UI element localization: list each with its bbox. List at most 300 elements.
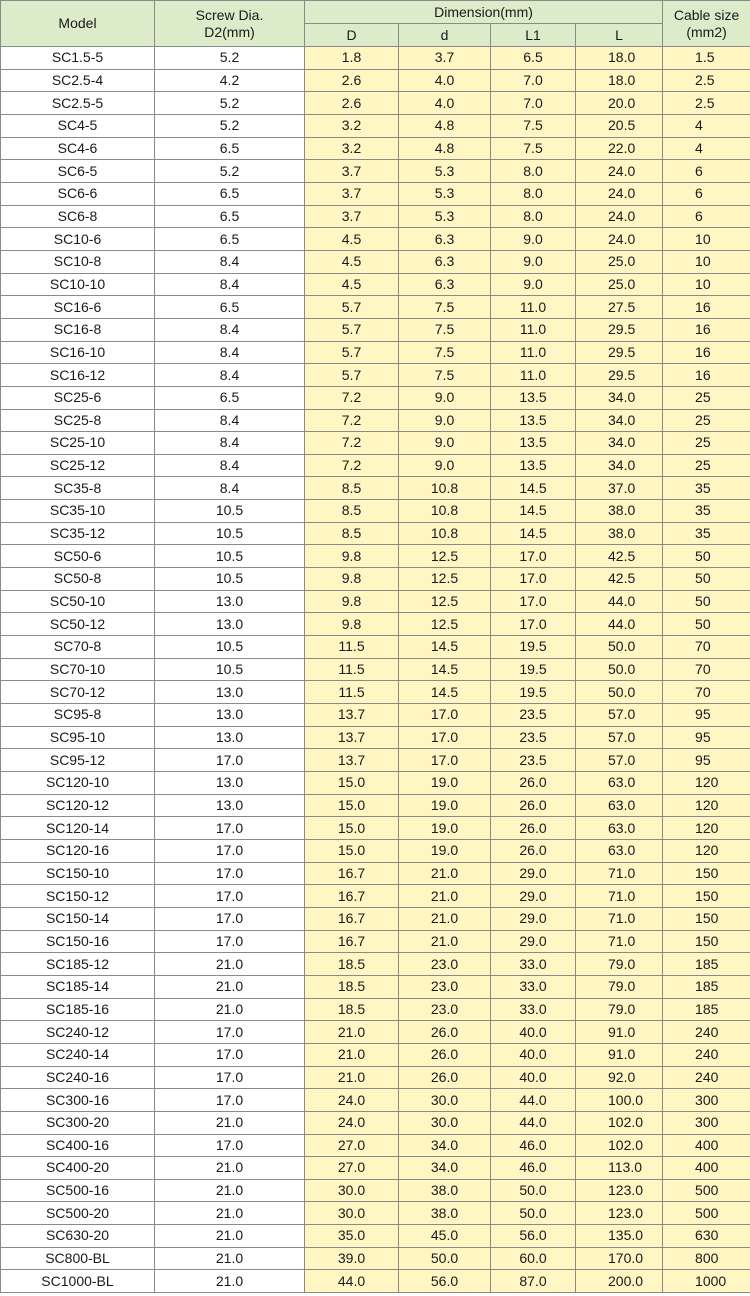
cell-D: 7.2 — [305, 386, 399, 409]
cell-d: 23.0 — [399, 998, 491, 1021]
cell-D: 15.0 — [305, 794, 399, 817]
cell-d: 19.0 — [399, 794, 491, 817]
cell-L1: 11.0 — [491, 364, 576, 387]
table-row — [1, 273, 750, 296]
cell-model: SC300-16 — [1, 1089, 155, 1112]
cell-L: 24.0 — [576, 160, 663, 183]
table-row — [1, 477, 750, 500]
cell-screw-dia: 6.5 — [155, 182, 305, 205]
cell-d: 30.0 — [399, 1111, 491, 1134]
cell-model: SC4-6 — [1, 137, 155, 160]
cell-cable-size: 185 — [663, 953, 750, 976]
cell-d: 34.0 — [399, 1157, 491, 1180]
cell-d: 17.0 — [399, 726, 491, 749]
cell-screw-dia: 10.5 — [155, 568, 305, 591]
cell-cable-size: 4 — [663, 137, 750, 160]
cell-L1: 29.0 — [491, 885, 576, 908]
cell-model: SC50-6 — [1, 545, 155, 568]
table-row — [1, 636, 750, 659]
table-row — [1, 1089, 750, 1112]
cell-model: SC240-12 — [1, 1021, 155, 1044]
cell-L: 63.0 — [576, 772, 663, 795]
cell-model: SC70-12 — [1, 681, 155, 704]
cell-D: 9.8 — [305, 568, 399, 591]
cell-L1: 33.0 — [491, 953, 576, 976]
header-d: d — [399, 24, 491, 47]
cell-L: 50.0 — [576, 681, 663, 704]
cell-L1: 44.0 — [491, 1089, 576, 1112]
cell-L1: 40.0 — [491, 1021, 576, 1044]
table-row — [1, 704, 750, 727]
cell-screw-dia: 17.0 — [155, 1134, 305, 1157]
cell-screw-dia: 8.4 — [155, 432, 305, 455]
cell-cable-size: 150 — [663, 907, 750, 930]
header-dimension: Dimension(mm) — [305, 1, 663, 24]
cell-L1: 8.0 — [491, 160, 576, 183]
header-L1: L1 — [491, 24, 576, 47]
cell-L1: 29.0 — [491, 907, 576, 930]
table-row — [1, 1270, 750, 1293]
cell-L1: 19.5 — [491, 636, 576, 659]
cell-screw-dia: 8.4 — [155, 318, 305, 341]
cell-d: 30.0 — [399, 1089, 491, 1112]
cell-cable-size: 35 — [663, 500, 750, 523]
table-row — [1, 568, 750, 591]
cell-cable-size: 300 — [663, 1111, 750, 1134]
cell-model: SC50-10 — [1, 590, 155, 613]
cell-cable-size: 95 — [663, 726, 750, 749]
cell-d: 38.0 — [399, 1179, 491, 1202]
cell-cable-size: 240 — [663, 1043, 750, 1066]
cell-d: 12.5 — [399, 568, 491, 591]
cell-model: SC70-10 — [1, 658, 155, 681]
cell-model: SC630-20 — [1, 1225, 155, 1248]
table-row — [1, 205, 750, 228]
cell-L1: 14.5 — [491, 477, 576, 500]
table-row — [1, 613, 750, 636]
cell-L: 38.0 — [576, 522, 663, 545]
cell-L: 27.5 — [576, 296, 663, 319]
cell-L: 34.0 — [576, 409, 663, 432]
cell-cable-size: 50 — [663, 613, 750, 636]
cell-d: 9.0 — [399, 432, 491, 455]
cell-D: 9.8 — [305, 545, 399, 568]
cell-screw-dia: 17.0 — [155, 749, 305, 772]
table-row — [1, 1225, 750, 1248]
table-row — [1, 1021, 750, 1044]
header-L: L — [576, 24, 663, 47]
table-row — [1, 409, 750, 432]
cell-L1: 50.0 — [491, 1202, 576, 1225]
cell-d: 45.0 — [399, 1225, 491, 1248]
cell-L: 29.5 — [576, 318, 663, 341]
cell-model: SC6-6 — [1, 182, 155, 205]
cell-D: 8.5 — [305, 522, 399, 545]
cell-model: SC240-16 — [1, 1066, 155, 1089]
cell-D: 4.5 — [305, 228, 399, 251]
cell-cable-size: 25 — [663, 409, 750, 432]
cell-cable-size: 185 — [663, 998, 750, 1021]
cell-D: 11.5 — [305, 636, 399, 659]
cell-model: SC2.5-4 — [1, 69, 155, 92]
header-screw-dia: Screw Dia. D2(mm) — [155, 1, 305, 47]
cell-D: 13.7 — [305, 726, 399, 749]
cell-d: 12.5 — [399, 613, 491, 636]
table-row — [1, 137, 750, 160]
cell-d: 26.0 — [399, 1043, 491, 1066]
cell-L1: 7.5 — [491, 137, 576, 160]
table-row — [1, 386, 750, 409]
cell-model: SC35-10 — [1, 500, 155, 523]
cell-D: 35.0 — [305, 1225, 399, 1248]
table-row — [1, 794, 750, 817]
cell-screw-dia: 6.5 — [155, 137, 305, 160]
cell-cable-size: 70 — [663, 681, 750, 704]
cell-screw-dia: 13.0 — [155, 794, 305, 817]
cell-D: 2.6 — [305, 92, 399, 115]
cell-d: 6.3 — [399, 250, 491, 273]
cell-cable-size: 400 — [663, 1157, 750, 1180]
cell-D: 21.0 — [305, 1066, 399, 1089]
cell-cable-size: 1.5 — [663, 47, 750, 70]
cell-model: SC16-8 — [1, 318, 155, 341]
cell-screw-dia: 21.0 — [155, 1247, 305, 1270]
table-row — [1, 522, 750, 545]
cell-screw-dia: 21.0 — [155, 975, 305, 998]
cell-d: 26.0 — [399, 1021, 491, 1044]
cell-L: 71.0 — [576, 930, 663, 953]
cell-cable-size: 95 — [663, 749, 750, 772]
cell-model: SC70-8 — [1, 636, 155, 659]
cell-screw-dia: 10.5 — [155, 636, 305, 659]
cell-screw-dia: 6.5 — [155, 205, 305, 228]
cell-model: SC120-10 — [1, 772, 155, 795]
cell-model: SC1.5-5 — [1, 47, 155, 70]
cell-D: 15.0 — [305, 817, 399, 840]
cell-model: SC120-16 — [1, 839, 155, 862]
cell-d: 17.0 — [399, 704, 491, 727]
cell-model: SC300-20 — [1, 1111, 155, 1134]
cell-L1: 17.0 — [491, 590, 576, 613]
cell-screw-dia: 5.2 — [155, 114, 305, 137]
cell-D: 24.0 — [305, 1111, 399, 1134]
cell-L: 34.0 — [576, 454, 663, 477]
cell-model: SC50-8 — [1, 568, 155, 591]
cell-cable-size: 25 — [663, 386, 750, 409]
cell-screw-dia: 21.0 — [155, 998, 305, 1021]
cell-screw-dia: 21.0 — [155, 1157, 305, 1180]
table-row — [1, 182, 750, 205]
cell-model: SC150-16 — [1, 930, 155, 953]
cell-cable-size: 16 — [663, 296, 750, 319]
cell-D: 27.0 — [305, 1134, 399, 1157]
cell-L: 57.0 — [576, 749, 663, 772]
cell-L1: 11.0 — [491, 296, 576, 319]
cell-d: 34.0 — [399, 1134, 491, 1157]
cell-model: SC25-10 — [1, 432, 155, 455]
cell-cable-size: 630 — [663, 1225, 750, 1248]
cell-model: SC4-5 — [1, 114, 155, 137]
cell-d: 21.0 — [399, 907, 491, 930]
cell-D: 16.7 — [305, 862, 399, 885]
cell-model: SC25-6 — [1, 386, 155, 409]
table-row — [1, 341, 750, 364]
cell-D: 44.0 — [305, 1270, 399, 1293]
cell-L1: 8.0 — [491, 205, 576, 228]
table-row — [1, 726, 750, 749]
cell-cable-size: 2.5 — [663, 69, 750, 92]
cell-screw-dia: 8.4 — [155, 341, 305, 364]
cell-model: SC120-14 — [1, 817, 155, 840]
cell-d: 21.0 — [399, 930, 491, 953]
cell-screw-dia: 6.5 — [155, 386, 305, 409]
cell-cable-size: 4 — [663, 114, 750, 137]
cell-L1: 29.0 — [491, 930, 576, 953]
cell-d: 38.0 — [399, 1202, 491, 1225]
cell-L1: 29.0 — [491, 862, 576, 885]
cell-cable-size: 800 — [663, 1247, 750, 1270]
cell-L: 170.0 — [576, 1247, 663, 1270]
cell-L: 91.0 — [576, 1021, 663, 1044]
cell-cable-size: 1000 — [663, 1270, 750, 1293]
cell-cable-size: 120 — [663, 817, 750, 840]
table-row — [1, 228, 750, 251]
cell-L: 79.0 — [576, 975, 663, 998]
cell-model: SC6-5 — [1, 160, 155, 183]
cell-cable-size: 500 — [663, 1202, 750, 1225]
cell-cable-size: 240 — [663, 1021, 750, 1044]
cell-cable-size: 240 — [663, 1066, 750, 1089]
cell-model: SC10-10 — [1, 273, 155, 296]
table-row — [1, 590, 750, 613]
cell-model: SC6-8 — [1, 205, 155, 228]
cell-cable-size: 50 — [663, 590, 750, 613]
cell-screw-dia: 17.0 — [155, 1043, 305, 1066]
cell-d: 23.0 — [399, 953, 491, 976]
cell-D: 11.5 — [305, 658, 399, 681]
cell-model: SC800-BL — [1, 1247, 155, 1270]
cell-d: 21.0 — [399, 862, 491, 885]
cell-L: 24.0 — [576, 205, 663, 228]
cell-model: SC10-6 — [1, 228, 155, 251]
table-row — [1, 839, 750, 862]
cell-L1: 33.0 — [491, 998, 576, 1021]
cell-L: 42.5 — [576, 568, 663, 591]
cell-L1: 23.5 — [491, 749, 576, 772]
cell-d: 50.0 — [399, 1247, 491, 1270]
cell-cable-size: 16 — [663, 318, 750, 341]
cell-L: 123.0 — [576, 1202, 663, 1225]
cell-model: SC16-6 — [1, 296, 155, 319]
cell-D: 5.7 — [305, 364, 399, 387]
cell-cable-size: 120 — [663, 772, 750, 795]
cell-screw-dia: 8.4 — [155, 250, 305, 273]
cell-D: 8.5 — [305, 500, 399, 523]
table-header — [1, 1, 750, 47]
cell-model: SC95-8 — [1, 704, 155, 727]
table-row — [1, 1111, 750, 1134]
cell-L: 57.0 — [576, 704, 663, 727]
cell-D: 15.0 — [305, 772, 399, 795]
cell-screw-dia: 17.0 — [155, 1089, 305, 1112]
cell-d: 10.8 — [399, 522, 491, 545]
cell-cable-size: 150 — [663, 862, 750, 885]
cell-screw-dia: 10.5 — [155, 658, 305, 681]
cell-model: SC150-12 — [1, 885, 155, 908]
cell-L: 34.0 — [576, 432, 663, 455]
cell-L: 63.0 — [576, 817, 663, 840]
cell-screw-dia: 6.5 — [155, 296, 305, 319]
cell-D: 21.0 — [305, 1043, 399, 1066]
table-row — [1, 1157, 750, 1180]
cell-cable-size: 10 — [663, 228, 750, 251]
cell-model: SC25-8 — [1, 409, 155, 432]
header-cable-size: Cable size (mm2) — [663, 1, 750, 47]
cell-cable-size: 16 — [663, 364, 750, 387]
table-row — [1, 69, 750, 92]
cell-cable-size: 120 — [663, 839, 750, 862]
cell-cable-size: 50 — [663, 545, 750, 568]
cell-D: 18.5 — [305, 975, 399, 998]
cell-d: 7.5 — [399, 341, 491, 364]
cell-screw-dia: 17.0 — [155, 930, 305, 953]
cell-d: 23.0 — [399, 975, 491, 998]
cell-cable-size: 35 — [663, 522, 750, 545]
cell-d: 26.0 — [399, 1066, 491, 1089]
cell-d: 3.7 — [399, 47, 491, 70]
cell-L1: 14.5 — [491, 522, 576, 545]
cell-D: 18.5 — [305, 998, 399, 1021]
cell-L: 37.0 — [576, 477, 663, 500]
cell-D: 15.0 — [305, 839, 399, 862]
cell-screw-dia: 13.0 — [155, 681, 305, 704]
table-row — [1, 92, 750, 115]
cell-model: SC95-12 — [1, 749, 155, 772]
cell-D: 24.0 — [305, 1089, 399, 1112]
cell-L: 22.0 — [576, 137, 663, 160]
cell-screw-dia: 8.4 — [155, 409, 305, 432]
cell-L: 102.0 — [576, 1111, 663, 1134]
cell-model: SC150-10 — [1, 862, 155, 885]
cell-L1: 14.5 — [491, 500, 576, 523]
cell-d: 5.3 — [399, 182, 491, 205]
cell-cable-size: 50 — [663, 568, 750, 591]
cell-model: SC400-20 — [1, 1157, 155, 1180]
cell-L1: 26.0 — [491, 817, 576, 840]
cell-L1: 7.0 — [491, 69, 576, 92]
cell-model: SC150-14 — [1, 907, 155, 930]
cell-screw-dia: 21.0 — [155, 1202, 305, 1225]
cell-model: SC400-16 — [1, 1134, 155, 1157]
cell-L1: 26.0 — [491, 794, 576, 817]
cell-D: 3.7 — [305, 182, 399, 205]
cell-screw-dia: 13.0 — [155, 704, 305, 727]
cell-screw-dia: 10.5 — [155, 500, 305, 523]
cell-model: SC35-8 — [1, 477, 155, 500]
cell-D: 5.7 — [305, 318, 399, 341]
cell-D: 4.5 — [305, 273, 399, 296]
cell-D: 2.6 — [305, 69, 399, 92]
cell-L: 34.0 — [576, 386, 663, 409]
cell-d: 4.8 — [399, 137, 491, 160]
table-row — [1, 1066, 750, 1089]
cell-model: SC25-12 — [1, 454, 155, 477]
cell-L: 50.0 — [576, 658, 663, 681]
table-row — [1, 454, 750, 477]
cell-L: 123.0 — [576, 1179, 663, 1202]
cell-screw-dia: 8.4 — [155, 477, 305, 500]
cell-d: 5.3 — [399, 160, 491, 183]
table-row — [1, 817, 750, 840]
cell-d: 4.8 — [399, 114, 491, 137]
cell-L1: 19.5 — [491, 681, 576, 704]
table-row — [1, 1202, 750, 1225]
cell-screw-dia: 17.0 — [155, 817, 305, 840]
cell-L1: 7.5 — [491, 114, 576, 137]
cell-L1: 19.5 — [491, 658, 576, 681]
cell-d: 14.5 — [399, 681, 491, 704]
table-row — [1, 500, 750, 523]
cell-L1: 17.0 — [491, 613, 576, 636]
cell-L: 42.5 — [576, 545, 663, 568]
cell-L1: 9.0 — [491, 250, 576, 273]
cell-screw-dia: 21.0 — [155, 1225, 305, 1248]
cell-D: 27.0 — [305, 1157, 399, 1180]
cell-L1: 13.5 — [491, 432, 576, 455]
cell-L: 92.0 — [576, 1066, 663, 1089]
table-row — [1, 658, 750, 681]
cell-L: 24.0 — [576, 182, 663, 205]
cell-d: 19.0 — [399, 839, 491, 862]
cell-cable-size: 6 — [663, 205, 750, 228]
cell-L: 29.5 — [576, 364, 663, 387]
table-row — [1, 545, 750, 568]
cell-L: 57.0 — [576, 726, 663, 749]
cell-screw-dia: 17.0 — [155, 885, 305, 908]
cell-L: 44.0 — [576, 590, 663, 613]
cell-L: 24.0 — [576, 228, 663, 251]
cell-cable-size: 10 — [663, 273, 750, 296]
cell-model: SC500-16 — [1, 1179, 155, 1202]
cell-cable-size: 400 — [663, 1134, 750, 1157]
cell-screw-dia: 17.0 — [155, 1066, 305, 1089]
cell-L: 44.0 — [576, 613, 663, 636]
cell-D: 3.2 — [305, 114, 399, 137]
table-row — [1, 862, 750, 885]
cell-L1: 23.5 — [491, 726, 576, 749]
table-row — [1, 47, 750, 70]
table-row — [1, 749, 750, 772]
cell-L: 38.0 — [576, 500, 663, 523]
cell-screw-dia: 17.0 — [155, 839, 305, 862]
cell-cable-size: 16 — [663, 341, 750, 364]
cell-model: SC185-14 — [1, 975, 155, 998]
table-row — [1, 1043, 750, 1066]
table-row — [1, 114, 750, 137]
cell-screw-dia: 21.0 — [155, 953, 305, 976]
table-row — [1, 975, 750, 998]
cell-d: 5.3 — [399, 205, 491, 228]
cell-screw-dia: 21.0 — [155, 1270, 305, 1293]
cell-cable-size: 6 — [663, 160, 750, 183]
cell-d: 7.5 — [399, 318, 491, 341]
cell-d: 14.5 — [399, 658, 491, 681]
cell-L: 18.0 — [576, 47, 663, 70]
cell-d: 56.0 — [399, 1270, 491, 1293]
cell-screw-dia: 5.2 — [155, 160, 305, 183]
cell-d: 7.5 — [399, 364, 491, 387]
cell-d: 17.0 — [399, 749, 491, 772]
